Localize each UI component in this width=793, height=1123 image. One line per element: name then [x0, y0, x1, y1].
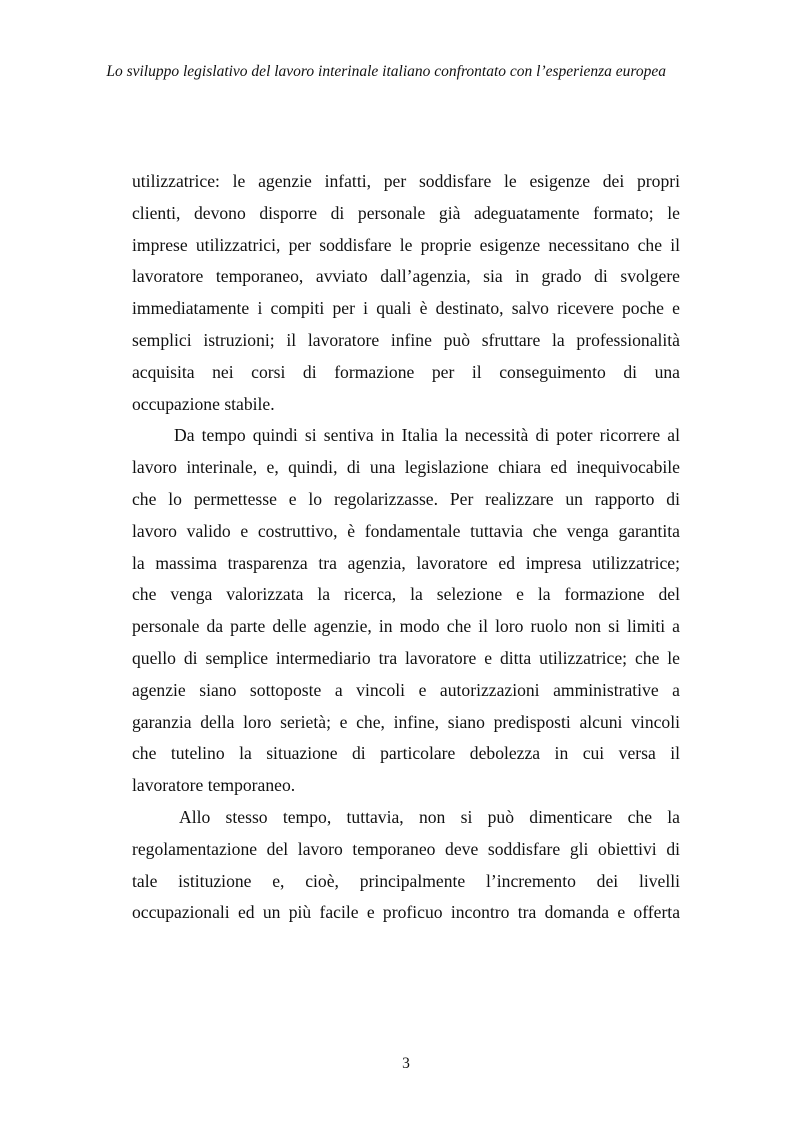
paragraph	[132, 420, 680, 802]
text-line: che tutelino la situazione di particolare debolezza in cui versa il	[132, 743, 680, 764]
text-line: personale da parte delle agenzie, in modo che il loro ruolo non si limiti a	[132, 616, 680, 637]
page-number: 3	[402, 1055, 410, 1072]
text-line: semplici istruzioni; il lavoratore infine può sfruttare la professionalità	[132, 329, 680, 350]
text-line: la massima trasparenza tra agenzia, lavoratore ed impresa utilizzatrice;	[132, 552, 680, 573]
text-line: occupazionali ed un più facile e proficuo incontro tra domanda e offerta	[132, 902, 680, 923]
text-line: garanzia della loro serietà; e che, infine, siano predisposti alcuni vincoli	[132, 711, 680, 732]
paragraph	[132, 166, 680, 420]
paragraph	[132, 802, 680, 929]
text-line: Allo stesso tempo, tuttavia, non si può dimenticare che la	[179, 806, 680, 827]
text-line: utilizzatrice: le agenzie infatti, per soddisfare le esigenze dei propri	[132, 171, 680, 191]
text-line: regolamentazione del lavoro temporaneo deve soddisfare gli obiettivi di	[132, 838, 680, 859]
text-line: lavoratore temporaneo.	[132, 775, 296, 796]
text-line: che venga valorizzata la ricerca, la selezione e la formazione del	[132, 584, 680, 605]
text-line: acquisita nei corsi di formazione per il conseguimento di una	[132, 361, 680, 382]
text-line: imprese utilizzatrici, per soddisfare le proprie esigenze necessitano che il	[132, 234, 680, 255]
text-line: Da tempo quindi si sentiva in Italia la necessità di poter ricorrere al	[174, 425, 680, 446]
text-line: quello di semplice intermediario tra lavoratore e ditta utilizzatrice; che le	[132, 647, 680, 668]
text-line: lavoro interinale, e, quindi, di una legislazione chiara ed inequivocabile	[132, 457, 680, 478]
body-text	[132, 166, 680, 929]
text-line: clienti, devono disporre di personale già adeguatamente formato; le	[132, 202, 680, 223]
text-line: occupazione stabile.	[132, 393, 275, 414]
text-line: che lo permettesse e lo regolarizzasse. Per realizzare un rapporto di	[132, 488, 680, 509]
text-line: lavoro valido e costruttivo, è fondamentale tuttavia che venga garantita	[132, 520, 680, 541]
text-line: immediatamente i compiti per i quali è destinato, salvo ricevere poche e	[132, 298, 680, 319]
text-line: tale istituzione e, cioè, principalmente l’incremento dei livelli	[132, 870, 680, 891]
text-line: lavoratore temporaneo, avviato dall’agenzia, sia in grado di svolgere	[132, 266, 680, 287]
running-header: Lo sviluppo legislativo del lavoro interinale italiano confrontato con l’esperienza europea	[106, 63, 666, 80]
text-line: agenzie siano sottoposte a vincoli e autorizzazioni amministrative a	[132, 679, 680, 700]
